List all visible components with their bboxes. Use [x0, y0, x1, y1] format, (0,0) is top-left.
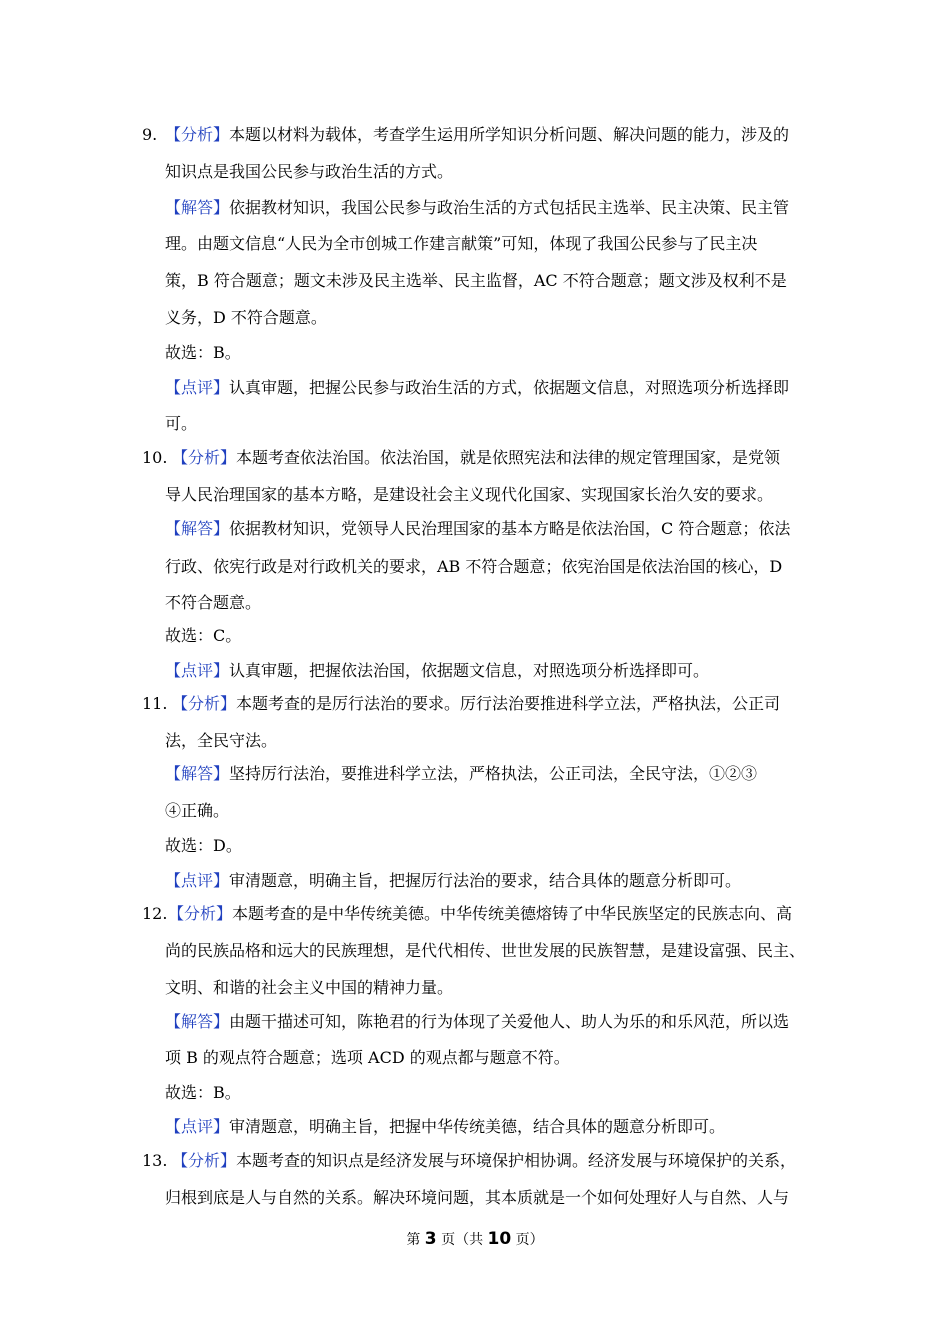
comment-tag: 【点评】	[165, 661, 230, 680]
text-line: 尚的民族品格和远大的民族理想，是代代相传、世世发展的民族智慧，是建设富强、民主、	[165, 941, 806, 960]
comment-line: 【点评】审清题意，明确主旨，把握厉行法治的要求，结合具体的题意分析即可。	[165, 871, 742, 890]
text-line: 理。由题文信息“人民为全市创城工作建言献策”可知，体现了我国公民参与了民主决	[165, 234, 758, 253]
text-line: 义务，D 不符合题意。	[165, 308, 327, 327]
text-line: 导人民治理国家的基本方略，是建设社会主义现代化国家、实现国家长治久安的要求。	[165, 485, 774, 504]
analysis-tag: 【分析】	[172, 1151, 237, 1170]
text-line: 策，B 符合题意；题文未涉及民主选举、民主监督，AC 不符合题意；题文涉及权利不是	[165, 271, 787, 290]
question-number: 12.	[142, 904, 168, 923]
comment-line: 【点评】审清题意，明确主旨，把握中华传统美德，结合具体的题意分析即可。	[165, 1117, 726, 1136]
answer-tag: 【解答】	[165, 198, 230, 217]
answer-line: 【解答】依据教材知识，党领导人民治理国家的基本方略是依法治国，C 符合题意；依法	[165, 519, 791, 538]
analysis-tag: 【分析】	[172, 448, 237, 467]
question-number: 9.	[142, 125, 158, 144]
answer-tag: 【解答】	[165, 1012, 230, 1031]
analysis-line: 【分析】本题考查依法治国。依法治国，就是依照宪法和法律的规定管理国家，是党领	[172, 448, 781, 467]
answer-tag: 【解答】	[165, 519, 230, 538]
text-line: 法，全民守法。	[165, 731, 278, 750]
analysis-line: 【分析】本题考查的是中华传统美德。中华传统美德熔铸了中华民族坚定的民族志向、高	[168, 904, 793, 923]
page-footer: 第 3 页（共 10 页）	[406, 1229, 544, 1249]
choice-line: 故选：B。	[165, 343, 241, 362]
text-line: ④正确。	[165, 801, 230, 820]
analysis-line: 【分析】本题考查的知识点是经济发展与环境保护相协调。经济发展与环境保护的关系，	[172, 1151, 797, 1170]
question-number: 11.	[142, 694, 168, 713]
page-total: 10	[487, 1229, 512, 1249]
text-line: 行政、依宪行政是对行政机关的要求，AB 不符合题意；依宪治国是依法治国的核心，D	[165, 557, 783, 576]
comment-tag: 【点评】	[165, 871, 230, 890]
answer-line: 【解答】依据教材知识，我国公民参与政治生活的方式包括民主选举、民主决策、民主管	[165, 198, 790, 217]
answer-tag: 【解答】	[165, 764, 230, 783]
analysis-line: 【分析】本题考查的是厉行法治的要求。厉行法治要推进科学立法，严格执法，公正司	[172, 694, 781, 713]
comment-line: 【点评】认真审题，把握依法治国，依据题文信息，对照选项分析选择即可。	[165, 661, 710, 680]
analysis-tag: 【分析】	[168, 904, 233, 923]
choice-line: 故选：C。	[165, 626, 242, 645]
choice-line: 故选：B。	[165, 1083, 241, 1102]
choice-line: 故选：D。	[165, 836, 242, 855]
analysis-tag: 【分析】	[165, 125, 230, 144]
text-line: 可。	[165, 414, 198, 433]
text-line: 归根到底是人与自然的关系。解决环境问题，其本质就是一个如何处理好人与自然、人与	[165, 1188, 790, 1207]
comment-line: 【点评】认真审题，把握公民参与政治生活的方式，依据题文信息，对照选项分析选择即	[165, 378, 790, 397]
question-number: 10.	[142, 448, 168, 467]
question-number: 13.	[142, 1151, 168, 1170]
comment-tag: 【点评】	[165, 378, 230, 397]
answer-line: 【解答】坚持厉行法治，要推进科学立法，严格执法，公正司法，全民守法，①②③	[165, 764, 758, 783]
text-line: 项 B 的观点符合题意；选项 ACD 的观点都与题意不符。	[165, 1048, 570, 1067]
comment-tag: 【点评】	[165, 1117, 230, 1136]
text-line: 不符合题意。	[165, 593, 262, 612]
analysis-line: 【分析】本题以材料为载体，考查学生运用所学知识分析问题、解决问题的能力，涉及的	[165, 125, 790, 144]
answer-line: 【解答】由题干描述可知，陈艳君的行为体现了关爱他人、助人为乐的和乐风范，所以选	[165, 1012, 790, 1031]
page-number: 3	[424, 1229, 437, 1249]
analysis-tag: 【分析】	[172, 694, 237, 713]
text-line: 文明、和谐的社会主义中国的精神力量。	[165, 978, 454, 997]
text-line: 知识点是我国公民参与政治生活的方式。	[165, 162, 454, 181]
